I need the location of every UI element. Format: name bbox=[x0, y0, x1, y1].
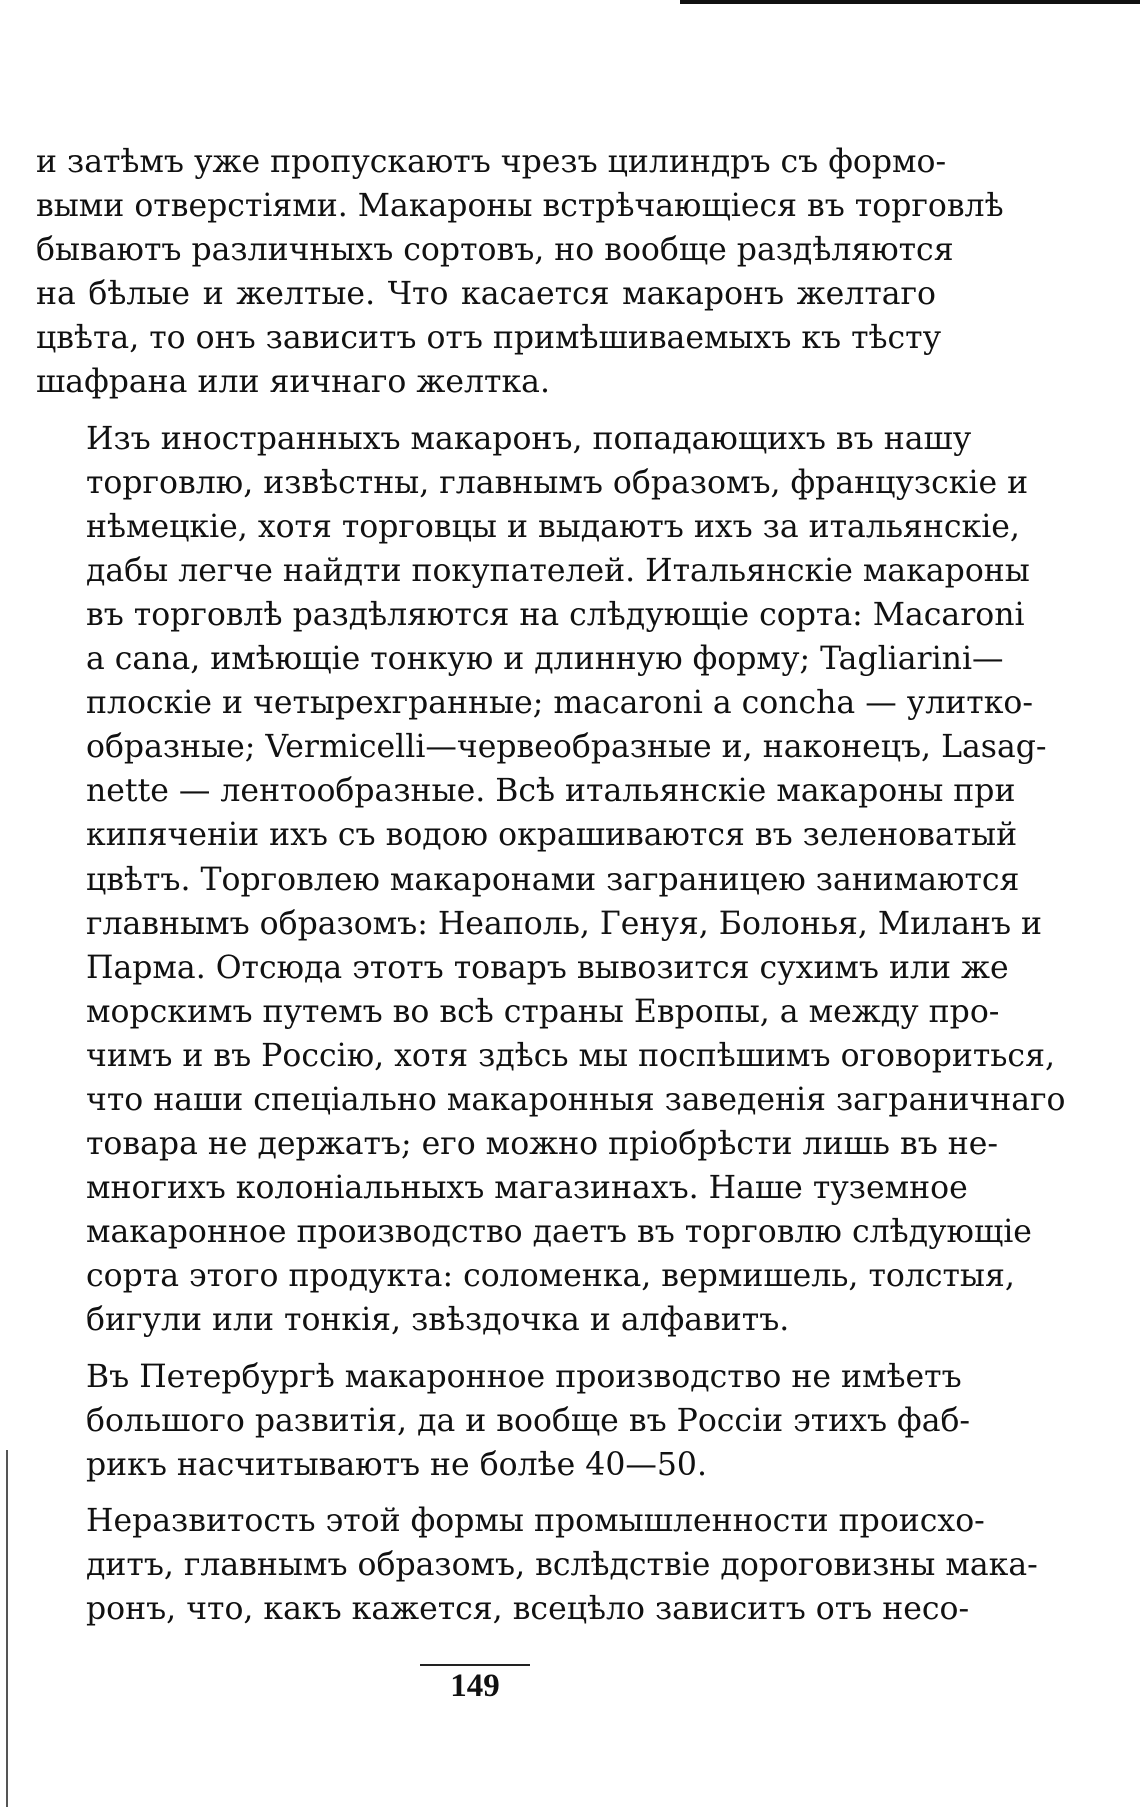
page-text bbox=[36, 140, 1066, 1643]
text-line: что наши спеціально макаронныя заведенія заграничнаго bbox=[86, 1081, 1066, 1118]
text-line: торговлю, извѣстны, главнымъ образомъ, французскіе и bbox=[86, 464, 1029, 501]
text-line: рикъ насчитываютъ не болѣе 40—50. bbox=[86, 1446, 707, 1483]
text-line: кипяченіи ихъ съ водою окрашиваются въ зеленоватый bbox=[86, 817, 1018, 854]
text-line: дитъ, главнымъ образомъ, вслѣдствіе дороговизны мака- bbox=[86, 1546, 1038, 1583]
text-line: большого развитія, да и вообще въ Россіи этихъ фаб- bbox=[86, 1402, 971, 1439]
text-line: въ торговлѣ раздѣляются на слѣдующіе сорта: Macaroni bbox=[86, 596, 1025, 633]
text-line: многихъ колоніальныхъ магазинахъ. Наше туземное bbox=[86, 1170, 968, 1207]
text-line: цвѣта, то онъ зависитъ отъ примѣшиваемыхъ къ тѣсту bbox=[36, 320, 942, 357]
text-line: a cana, имѣющіе тонкую и длинную форму; Tagliarini— bbox=[86, 641, 1004, 678]
top-edge-rule bbox=[680, 0, 1140, 4]
text-line: макаронное производство даетъ въ торговлю слѣдующіе bbox=[86, 1214, 1032, 1251]
paragraph bbox=[36, 140, 1004, 405]
text-line: цвѣтъ. Торговлею макаронами заграницею занимаются bbox=[86, 861, 1020, 898]
text-line: шафрана или яичнаго желтка. bbox=[36, 364, 550, 401]
text-line: Изъ иностранныхъ макаронъ, попадающихъ въ нашу bbox=[86, 420, 972, 457]
text-line: на бѣлые и желтые. Что касается макаронъ желтаго bbox=[36, 276, 936, 313]
page-number: 149 bbox=[450, 1668, 500, 1704]
paragraph bbox=[36, 417, 1066, 1343]
text-line: морскимъ путемъ во всѣ страны Европы, а между про- bbox=[86, 993, 1000, 1030]
text-line: выми отверстіями. Макароны встрѣчающіеся въ торговлѣ bbox=[36, 188, 1004, 225]
text-line: Неразвитость этой формы промышленности происхо- bbox=[86, 1502, 985, 1539]
text-line: плоскіе и четырехгранные; macaroni a concha — улитко- bbox=[86, 685, 1033, 722]
text-line: бываютъ различныхъ сортовъ, но вообще раздѣляются bbox=[36, 232, 954, 269]
text-line: сорта этого продукта: соломенка, вермишель, толстыя, bbox=[86, 1258, 1015, 1295]
text-line: нѣмецкіе, хотя торговцы и выдаютъ ихъ за итальянскіе, bbox=[86, 508, 1020, 545]
text-line: бигули или тонкія, звѣздочка и алфавитъ. bbox=[86, 1302, 790, 1339]
paragraph bbox=[36, 1355, 971, 1487]
page-left-edge bbox=[6, 1450, 8, 1807]
text-line: образные; Vermicelli—червеобразные и, наконецъ, Lasag- bbox=[86, 729, 1047, 766]
text-line: главнымъ образомъ: Неаполь, Генуя, Болонья, Миланъ и bbox=[86, 905, 1043, 942]
text-line: nette — лентообразные. Всѣ итальянскіе макароны при bbox=[86, 773, 1016, 810]
page-number-rule bbox=[420, 1664, 530, 1666]
text-line: чимъ и въ Россію, хотя здѣсь мы поспѣшимъ оговориться, bbox=[86, 1037, 1055, 1074]
text-line: Парма. Отсюда этотъ товаръ вывозится сухимъ или же bbox=[86, 949, 1009, 986]
text-line: ронъ, что, какъ кажется, всецѣло зависитъ отъ несо- bbox=[86, 1591, 970, 1627]
text-line: товара не держатъ; его можно пріобрѣсти лишь въ не- bbox=[86, 1126, 999, 1163]
text-line: и затѣмъ уже пропускаютъ чрезъ цилиндръ съ формо- bbox=[36, 144, 947, 180]
text-line: дабы легче найдти покупателей. Итальянскіе макароны bbox=[86, 552, 1030, 589]
paragraph bbox=[36, 1499, 1038, 1631]
text-line: Въ Петербургѣ макаронное производство не имѣетъ bbox=[86, 1358, 962, 1395]
